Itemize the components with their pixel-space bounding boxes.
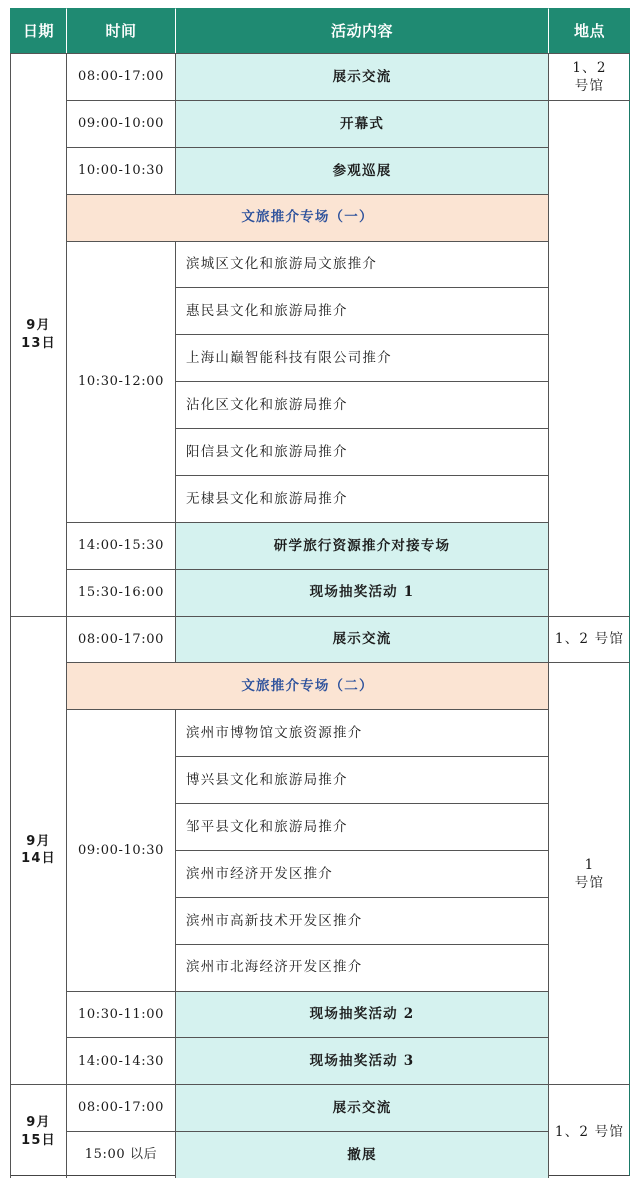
day2-special-title: 文旅推介专场（二） xyxy=(66,662,548,709)
schedule-table xyxy=(10,8,630,1176)
day1-after1-time: 14:00-15:30 xyxy=(66,522,175,569)
day3-date: 9月 15日 xyxy=(10,1084,66,1178)
day2-special-item: 滨州市博物馆文旅资源推介 xyxy=(175,709,548,756)
day2-special-item: 滨州市北海经济开发区推介 xyxy=(175,944,548,991)
day2-row1-venue: 1、2 号馆 xyxy=(548,616,630,663)
day2-after2-activity: 现场抽奖活动 3 xyxy=(175,1037,548,1084)
day1-row1-activity: 展示交流 xyxy=(175,53,548,100)
day1-after2-time: 15:30-16:00 xyxy=(66,569,175,616)
day2-date: 9月 14日 xyxy=(10,616,66,1085)
day3-row1-time: 08:00-17:00 xyxy=(66,1084,175,1131)
day2-row1-activity: 展示交流 xyxy=(175,616,548,663)
day2-special-time: 09:00-10:30 xyxy=(66,709,175,990)
day1-date: 9月 13日 xyxy=(10,53,66,616)
header-content: 活动内容 xyxy=(175,8,548,53)
day1-special-item: 沾化区文化和旅游局推介 xyxy=(175,381,548,428)
day3-row2-activity: 撤展 xyxy=(175,1131,548,1178)
day1-special-title: 文旅推介专场（一） xyxy=(66,194,548,241)
day1-row2-time: 09:00-10:00 xyxy=(66,100,175,147)
header-time: 时间 xyxy=(66,8,175,53)
day1-row1-venue: 1、2 号馆 xyxy=(548,53,630,100)
day2-special-item: 博兴县文化和旅游局推介 xyxy=(175,756,548,803)
day2-special-item: 邹平县文化和旅游局推介 xyxy=(175,803,548,850)
day1-row3-activity: 参观巡展 xyxy=(175,147,548,194)
day2-special-item: 滨州市高新技术开发区推介 xyxy=(175,897,548,944)
day3-row1-activity: 展示交流 xyxy=(175,1084,548,1131)
day1-after1-activity: 研学旅行资源推介对接专场 xyxy=(175,522,548,569)
day1-row2-activity: 开幕式 xyxy=(175,100,548,147)
header-venue: 地点 xyxy=(548,8,630,53)
day1-after2-activity: 现场抽奖活动 1 xyxy=(175,569,548,616)
day1-row1-time: 08:00-17:00 xyxy=(66,53,175,100)
day1-special-item: 惠民县文化和旅游局推介 xyxy=(175,287,548,334)
day2-after1-time: 10:30-11:00 xyxy=(66,991,175,1038)
day3-row2-time: 15:00 以后 xyxy=(66,1131,175,1178)
day2-after2-time: 14:00-14:30 xyxy=(66,1037,175,1084)
day1-venue-rest xyxy=(548,100,630,616)
day1-row3-time: 10:00-10:30 xyxy=(66,147,175,194)
day1-special-item: 滨城区文化和旅游局文旅推介 xyxy=(175,241,548,288)
header-date: 日期 xyxy=(10,8,66,53)
day2-after1-activity: 现场抽奖活动 2 xyxy=(175,991,548,1038)
day2-special-item: 滨州市经济开发区推介 xyxy=(175,850,548,897)
day3-venue: 1、2 号馆 xyxy=(548,1084,630,1178)
day1-special-item: 阳信县文化和旅游局推介 xyxy=(175,428,548,475)
day1-special-item: 无棣县文化和旅游局推介 xyxy=(175,475,548,522)
day1-special-item: 上海山巅智能科技有限公司推介 xyxy=(175,334,548,381)
day2-venue-rest: 1 号馆 xyxy=(548,662,630,1084)
day2-row1-time: 08:00-17:00 xyxy=(66,616,175,663)
day1-special-time: 10:30-12:00 xyxy=(66,241,175,522)
